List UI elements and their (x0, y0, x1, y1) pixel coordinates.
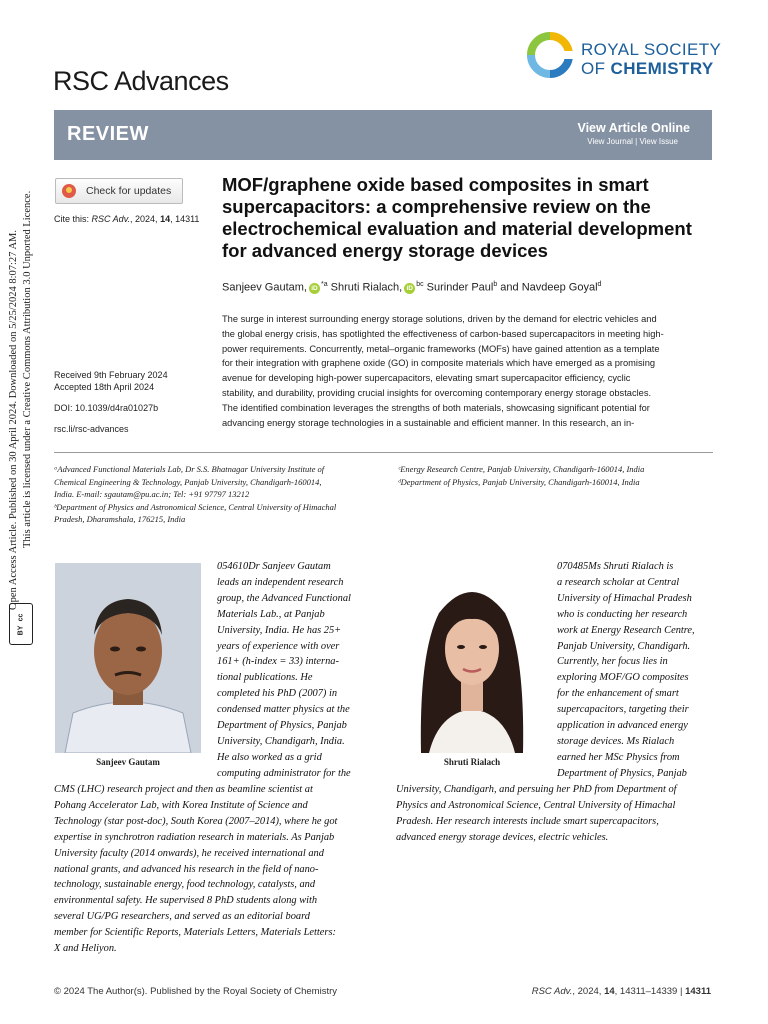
view-journal-link[interactable]: View Journal (587, 137, 633, 146)
author-name: Shruti Rialach, (327, 281, 403, 294)
orcid-icon[interactable]: iD (404, 283, 415, 294)
orcid-icon[interactable]: iD (309, 283, 320, 294)
affiliations-left: ᵃAdvanced Functional Materials Lab, Dr S.S. Bhatnagar University Institute of Chemical Engineering & Technology, Panjab University, Chandigarh-160014, India. E-mail: sgautam@pu.ac.in; Tel: +91 97797 13212 ᵇDepartment of Physics and Astronomical Science, Central University of Himachal Pradesh, Dharamshala, 176215, India (54, 464, 337, 525)
doi[interactable]: DOI: 10.1039/d4ra01027b (54, 403, 159, 413)
cc-label: cc (17, 613, 25, 622)
author-photo-shruti-rialach (399, 563, 545, 753)
article-type-banner (54, 110, 712, 160)
copyright-footer: © 2024 The Author(s). Published by the Royal Society of Chemistry (54, 986, 337, 997)
divider (54, 452, 713, 453)
abstract: The surge in interest surrounding energy storage solutions, driven by the demand for electric vehicles and the global energy crisis, has spotlighted the effectiveness of carbon-based supercapacitors in meeting high- power requirements. Concurrently, metal–organic frameworks (MOFs) have gained attention as a template for their integration with graphene oxide (GO) in composite materials which have emerged as a promising avenue for developing high-power supercapacitors, elevating smart supercapacitor efficiency, cyclic stability, and durability, providing crucial insights for overcoming contemporary energy storage obstacles. The identified combination leverages the strengths of both materials, showcasing significant potential for advancing energy storage technologies in a sustainable and efficient manner. In this research, an in- (222, 314, 664, 428)
rsc-logo[interactable] (527, 32, 722, 84)
article-type: REVIEW (67, 123, 149, 145)
affiliations-right: ᶜEnergy Research Centre, Panjab University, Chandigarh-160014, India ᵈDepartment of Physics, Panjab University, Chandigarh-160014, India (398, 464, 645, 487)
citation: Cite this: RSC Adv., 2024, 14, 14311 (54, 214, 200, 224)
article-title: MOF/graphene oxide based composites in smart supercapacitors: a comprehensive review on the electrochemical evaluation and material development for advanced energy storage devices (222, 174, 692, 261)
author-photo-sanjeev-gautam (55, 563, 201, 753)
author-name: and Navdeep Goyal (497, 281, 598, 294)
journal-name: RSC Advances (53, 66, 229, 96)
photo-caption: Sanjeev Gautam (96, 757, 160, 767)
author-list: Sanjeev Gautam, $iD^{*a}$ Shruti Rialach, $iD^{bc}$ Surinder Paul$^b$ and Navdeep Goyal$^d$ (222, 281, 602, 294)
publisher-line-1: ROYAL SOCIETY (581, 40, 722, 59)
received-date: Received 9th February 2024 (54, 370, 168, 380)
bio-shruti-full: University, Chandigarh, and persuing her PhD from Department of Physics and Astronomical Science, Central University of Himachal Pradesh. Her research interests include smart supercapacitors, advanced energy storage devices, electric vehicles. (396, 784, 677, 843)
license-strip (4, 170, 40, 650)
portrait-icon (399, 563, 545, 753)
by-label: BY (17, 625, 25, 636)
crossmark-icon (62, 184, 76, 198)
bio-shruti-side: 070485Ms Shruti Rialach is a research scholar at Central University of Himachal Pradesh who is conducting her research work at Energy Research Centre, Panjab University, Chandigarh. Currently, her focus lies in exploring MOF/GO composites for the enhancement of smart supercapacitors, targeting their application in advanced energy storage devices. Ms Rialach earned her MSc Physics from Department of Physics, Panjab (557, 561, 695, 779)
portrait-icon (55, 563, 201, 753)
check-for-updates-label: Check for updates (86, 185, 172, 197)
bio-sanjeev-side: 054610Dr Sanjeev Gautam leads an independent research group, the Advanced Functional Materials Lab., at Panjab University, India. He has 25+ years of experience with over 161+ (h-index = 33) interna- tional publications. He completed his PhD (2007) in condensed matter physics at the Department of Physics, Panjab University, Chandigarh, India. He also worked as a grid computing administrator for the (217, 561, 351, 779)
license-line-2[interactable]: This article is licensed under a Creative Commons Attribution 3.0 Unported Licence. (22, 190, 33, 548)
accepted-date: Accepted 18th April 2024 (54, 382, 155, 392)
publisher-line-2: OF CHEMISTRY (581, 59, 714, 78)
view-article-online-link[interactable]: View Article Online (577, 121, 690, 135)
license-line-1: Open Access Article. Published on 30 April 2024. Downloaded on 5/25/2024 8:07:27 AM. (8, 229, 19, 610)
cc-by-icon[interactable] (9, 603, 33, 645)
author-name: Surinder Paul (423, 281, 494, 294)
link-separator: | (632, 137, 640, 146)
author-name: Sanjeev Gautam, (222, 281, 307, 294)
photo-caption: Shruti Rialach (443, 757, 501, 767)
bio-sanjeev-full: CMS (LHC) research project and then as beamline scientist at Pohang Accelerator Lab, with Korea Institute of Science and Technology (star post-doc), South Korea (2007–2014), where he got expertise in synchrotron radiation research in materials. As Panjab University faculty (2014 onwards), he received international and national grants, and advanced his research in the field of nano- technology, sustainable energy, food technology, catalysts, and environmental safety. He supervised 8 PhD students along with several UG/PG researchers, and served as an editorial board member for Scientific Reports, Materials Letters, Materials Letters: X and Heliyon. (54, 784, 338, 955)
journal-site-link[interactable]: rsc.li/rsc-advances (54, 424, 129, 434)
check-for-updates-button[interactable] (55, 178, 183, 204)
banner-links (587, 137, 678, 146)
page-footer: RSC Adv., 2024, 14, 14311–14339 | 14311 (531, 986, 711, 997)
rsc-ring-icon (527, 32, 573, 78)
page-number: 14311 (685, 986, 711, 997)
view-issue-link[interactable]: View Issue (639, 137, 678, 146)
